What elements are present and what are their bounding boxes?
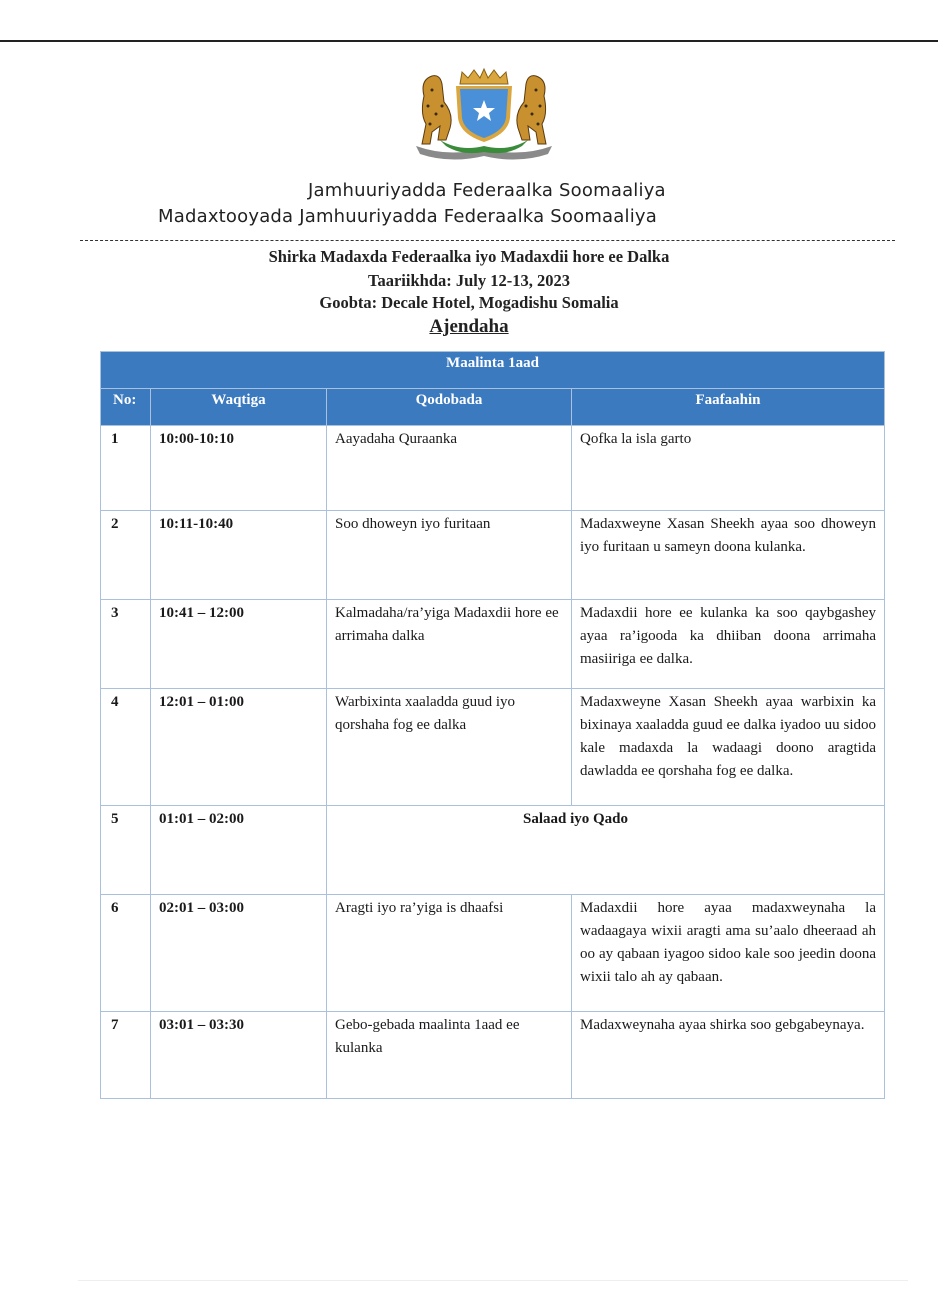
row-topic: Kalmadaha/ra’yiga Madaxdii hore ee arrimaha dalka — [327, 600, 572, 689]
table-row — [101, 806, 885, 895]
dashed-divider — [80, 240, 895, 241]
row-number: 5 — [101, 806, 151, 895]
column-header-row — [101, 389, 885, 426]
table-row — [101, 895, 885, 1012]
table-row — [101, 511, 885, 600]
row-number: 2 — [101, 511, 151, 600]
presidency-title: Madaxtooyada Jamhuuriyadda Federaalka Soomaaliya — [158, 206, 657, 227]
row-time: 02:01 – 03:00 — [151, 895, 327, 1012]
row-description: Qofka la isla garto — [572, 426, 885, 511]
row-description: Madaxdii hore ee kulanka ka soo qaybgashey ayaa ra’igooda ka dhiiban doona arrimaha masiiriga ee dalka. — [572, 600, 885, 689]
col-no-header: No: — [101, 389, 151, 426]
row-number: 6 — [101, 895, 151, 1012]
table-row — [101, 600, 885, 689]
table-row — [101, 1012, 885, 1099]
event-title: Shirka Madaxda Federaalka iyo Madaxdii hore ee Dalka — [268, 247, 670, 266]
table-row — [101, 689, 885, 806]
row-topic: Gebo-gebada maalinta 1aad ee kulanka — [327, 1012, 572, 1099]
row-topic: Soo dhoweyn iyo furitaan — [327, 511, 572, 600]
day-header-row — [101, 352, 885, 389]
row-number: 1 — [101, 426, 151, 511]
footer-rule — [78, 1280, 908, 1281]
row-time: 12:01 – 01:00 — [151, 689, 327, 806]
table-row — [101, 426, 885, 511]
col-topic-header: Qodobada — [327, 389, 572, 426]
row-time: 10:11-10:40 — [151, 511, 327, 600]
col-desc-header: Faafaahin — [572, 389, 885, 426]
row-time: 03:01 – 03:30 — [151, 1012, 327, 1099]
row-number: 7 — [101, 1012, 151, 1099]
row-topic: Aragti iyo ra’yiga is dhaafsi — [327, 895, 572, 1012]
row-topic: Aayadaha Quraanka — [327, 426, 572, 511]
row-number: 3 — [101, 600, 151, 689]
row-number: 4 — [101, 689, 151, 806]
row-description: Madaxweyne Xasan Sheekh ayaa warbixin ka bixinaya xaaladda guud ee dalka iyadoo uu sidoo kale madaxda la wadaagi doono aragtida dawladda ee qorshaha fog ee dalka. — [572, 689, 885, 806]
event-venue: Goobta: Decale Hotel, Mogadishu Somalia — [319, 293, 619, 312]
row-break-label: Salaad iyo Qado — [327, 806, 885, 895]
row-topic: Warbixinta xaaladda guud iyo qorshaha fog ee dalka — [327, 689, 572, 806]
day-label: Maalinta 1aad — [101, 352, 885, 389]
republic-title: Jamhuuriyadda Federaalka Soomaaliya — [308, 180, 666, 201]
col-time-header: Waqtiga — [151, 389, 327, 426]
row-time: 10:00-10:10 — [151, 426, 327, 511]
row-description: Madaxdii hore ayaa madaxweynaha la wadaagaya wixii aragti ama su’aalo dheeraad ah oo ay qabaan iyagoo sidoo kale soo jeedin doona wixii talo ah ay qabaan. — [572, 895, 885, 1012]
row-description: Madaxweynaha ayaa shirka soo gebgabeynaya. — [572, 1012, 885, 1099]
top-rule — [0, 40, 938, 42]
row-time: 01:01 – 02:00 — [151, 806, 327, 895]
coat-of-arms-icon — [410, 66, 558, 162]
row-time: 10:41 – 12:00 — [151, 600, 327, 689]
row-description: Madaxweyne Xasan Sheekh ayaa soo dhoweyn iyo furitaan u sameyn doona kulanka. — [572, 511, 885, 600]
agenda-heading: Ajendaha — [429, 316, 509, 337]
event-date: Taariikhda: July 12-13, 2023 — [367, 271, 570, 290]
agenda-table — [100, 351, 885, 1099]
